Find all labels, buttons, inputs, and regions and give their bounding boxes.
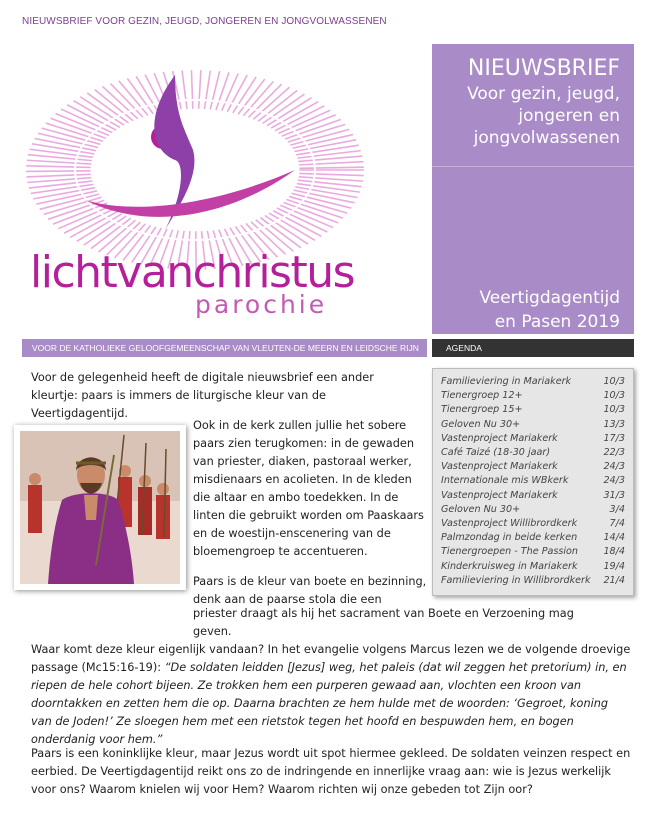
sun-ray [27,160,91,164]
agenda-row [441,432,625,446]
sun-ray [191,70,192,109]
agenda-date: 24/3 [603,475,625,487]
logo-word-sub: parochie [195,290,328,319]
edition-line: Veertigdagentijd [479,288,620,308]
agenda-row [441,474,625,488]
sun-ray [299,173,363,175]
masthead-subtitle-line: jongeren en [518,106,620,126]
agenda-date: 14/4 [603,532,625,544]
sun-ray [26,166,91,168]
sun-ray [204,71,210,109]
paragraph-intro: Voor de gelegenheid heeft de digitale nieuwsbrief een ander kleurtje: paars is immers de liturgische kleur van de Veertigdagentijd. [31,371,374,420]
agenda-row [441,531,625,545]
paragraph-reflection: Paars is een koninklijke kleur, maar Jezus wordt uit spot hiermee gekleed. De soldaten veinzen respect en eerbied. De Veertigdagentijd reikt ons zo de indringende en innerlijke vraag aan: wie is Jezus werkelijk voor ons? Waarom knielen wij voor Hem? Waarom richten wij onze gebeden tot Zijn oor? [31,747,631,796]
agenda-row [441,489,625,503]
agenda-date: 22/3 [603,447,625,459]
agenda-date: 17/3 [603,432,625,444]
agenda-event: Palmzondag in beide kerken [441,532,578,544]
agenda-row [441,403,625,417]
edition-line: en Pasen 2019 [494,312,620,332]
masthead-subtitle-line: jongvolwassenen [473,128,620,148]
agenda-event: Vastenproject Willibrordkerk [441,518,578,530]
agenda-event: Familieviering in Willibrordkerk [441,574,591,586]
masthead-edition [479,286,620,334]
agenda-row [441,560,625,574]
agenda-date: 3/4 [609,503,625,515]
masthead-box [432,44,634,334]
sun-ray [182,70,187,109]
agenda-event: Geloven Nu 30+ [441,503,521,515]
masthead-subtitle-line: Voor gezin, jeugd, [467,84,620,104]
sun-ray [26,174,90,177]
sun-ray [26,171,91,172]
illustration-jesus [14,425,186,590]
parish-logo [25,55,405,325]
paragraph-penance: Paars is de kleur van boete en bezinning, denk aan de paarse stola die een [193,575,427,606]
header-topline: NIEUWSBRIEF VOOR GEZIN, JEUGD, JONGEREN EN JONGVOLWASSENEN [22,16,387,27]
agenda-event: Café Taizé (18-30 jaar) [441,447,551,459]
paragraph-penance-cont: priester draagt als hij het sacrament van Boete en Verzoening mag geven. [193,607,574,638]
agenda-date: 24/3 [603,461,625,473]
agenda-date: 10/3 [603,390,625,402]
paragraph-gospel [31,641,631,749]
agenda-event: Tienergroep 15+ [441,404,523,416]
logo-word-main: lichtvanchristus [30,247,355,298]
agenda-event: Familieviering in Mariakerk [441,376,572,387]
sun-ray [299,162,363,165]
masthead-title: NIEUWSBRIEF [467,56,620,81]
agenda-row [441,389,625,403]
masthead-subtitle [467,83,620,149]
agenda-event: Kinderkruisweg in Mariakerk [441,560,578,572]
agenda-date: 18/4 [603,546,625,558]
sun-ray [222,73,238,110]
agenda-row [441,418,625,432]
masthead-divider [432,166,634,167]
agenda-row [441,460,625,474]
agenda-date: 10/3 [603,404,625,416]
agenda-row [441,574,625,588]
agenda-box [432,368,634,596]
agenda-date: 7/4 [609,518,625,530]
paragraph-church-colors: Ook in de kerk zullen jullie het sobere paars zien terugkomen: in de gewaden van priester, diaken, pastoraal werker, misdienaars en acolieten. In de kleden die altaar en ambo toedekken. In de linten die gebruikt worden om Paaskaars en de woestijn-enscenering van de bloemengroep te accentueren. [193,419,424,558]
sun-ray [199,70,201,109]
agenda-date: 10/3 [603,376,625,387]
agenda-header: AGENDA [432,339,634,357]
gospel-quote: “De soldaten leidden [Jezus] weg, het paleis (dat wil zeggen het pretorium) in, en riepen de hele cohort bijeen. Ze trokken hem een purperen gewaad aan, vlochten een kroon van doorntakken en zetten hem die op. Daarna brachten ze hem hulde met de woorden: ‘Gegroet, koning van de Joden!’ Ze sloegen hem met een rietstok tegen het hoofd en bespuwden hem, en bogen onderdanig voor hem.” [31,661,627,746]
agenda-event: Vastenproject Mariakerk [441,489,558,501]
agenda-row [441,545,625,559]
agenda-event: Tienergroepen - The Passion [441,546,578,558]
agenda-row [441,375,625,389]
agenda-event: Geloven Nu 30+ [441,418,521,430]
agenda-event: Vastenproject Mariakerk [441,432,558,444]
agenda-event: Vastenproject Mariakerk [441,461,558,473]
agenda-row [441,446,625,460]
agenda-date: 13/3 [603,418,625,430]
agenda-date: 31/3 [603,489,625,501]
community-bar: VOOR DE KATHOLIEKE GELOOFGEMEENSCHAP VAN VLEUTEN-DE MEERN EN LEIDSCHE RIJN [22,339,427,357]
agenda-date: 21/4 [603,574,625,586]
agenda-row [441,503,625,517]
logo-graphic [25,55,405,325]
agenda-date: 19/4 [603,560,625,572]
agenda-row [441,517,625,531]
masthead-heading [467,56,620,149]
agenda-event: Internationale mis WBkerk [441,475,569,487]
agenda-event: Tienergroep 12+ [441,390,523,402]
sun-ray [299,167,364,168]
gospel-intro: Waar komt deze kleur eigenlijk vandaan? In het evangelie volgens Marcus lezen we de volgende droevige passage (Mc15:16-19): [31,643,631,674]
